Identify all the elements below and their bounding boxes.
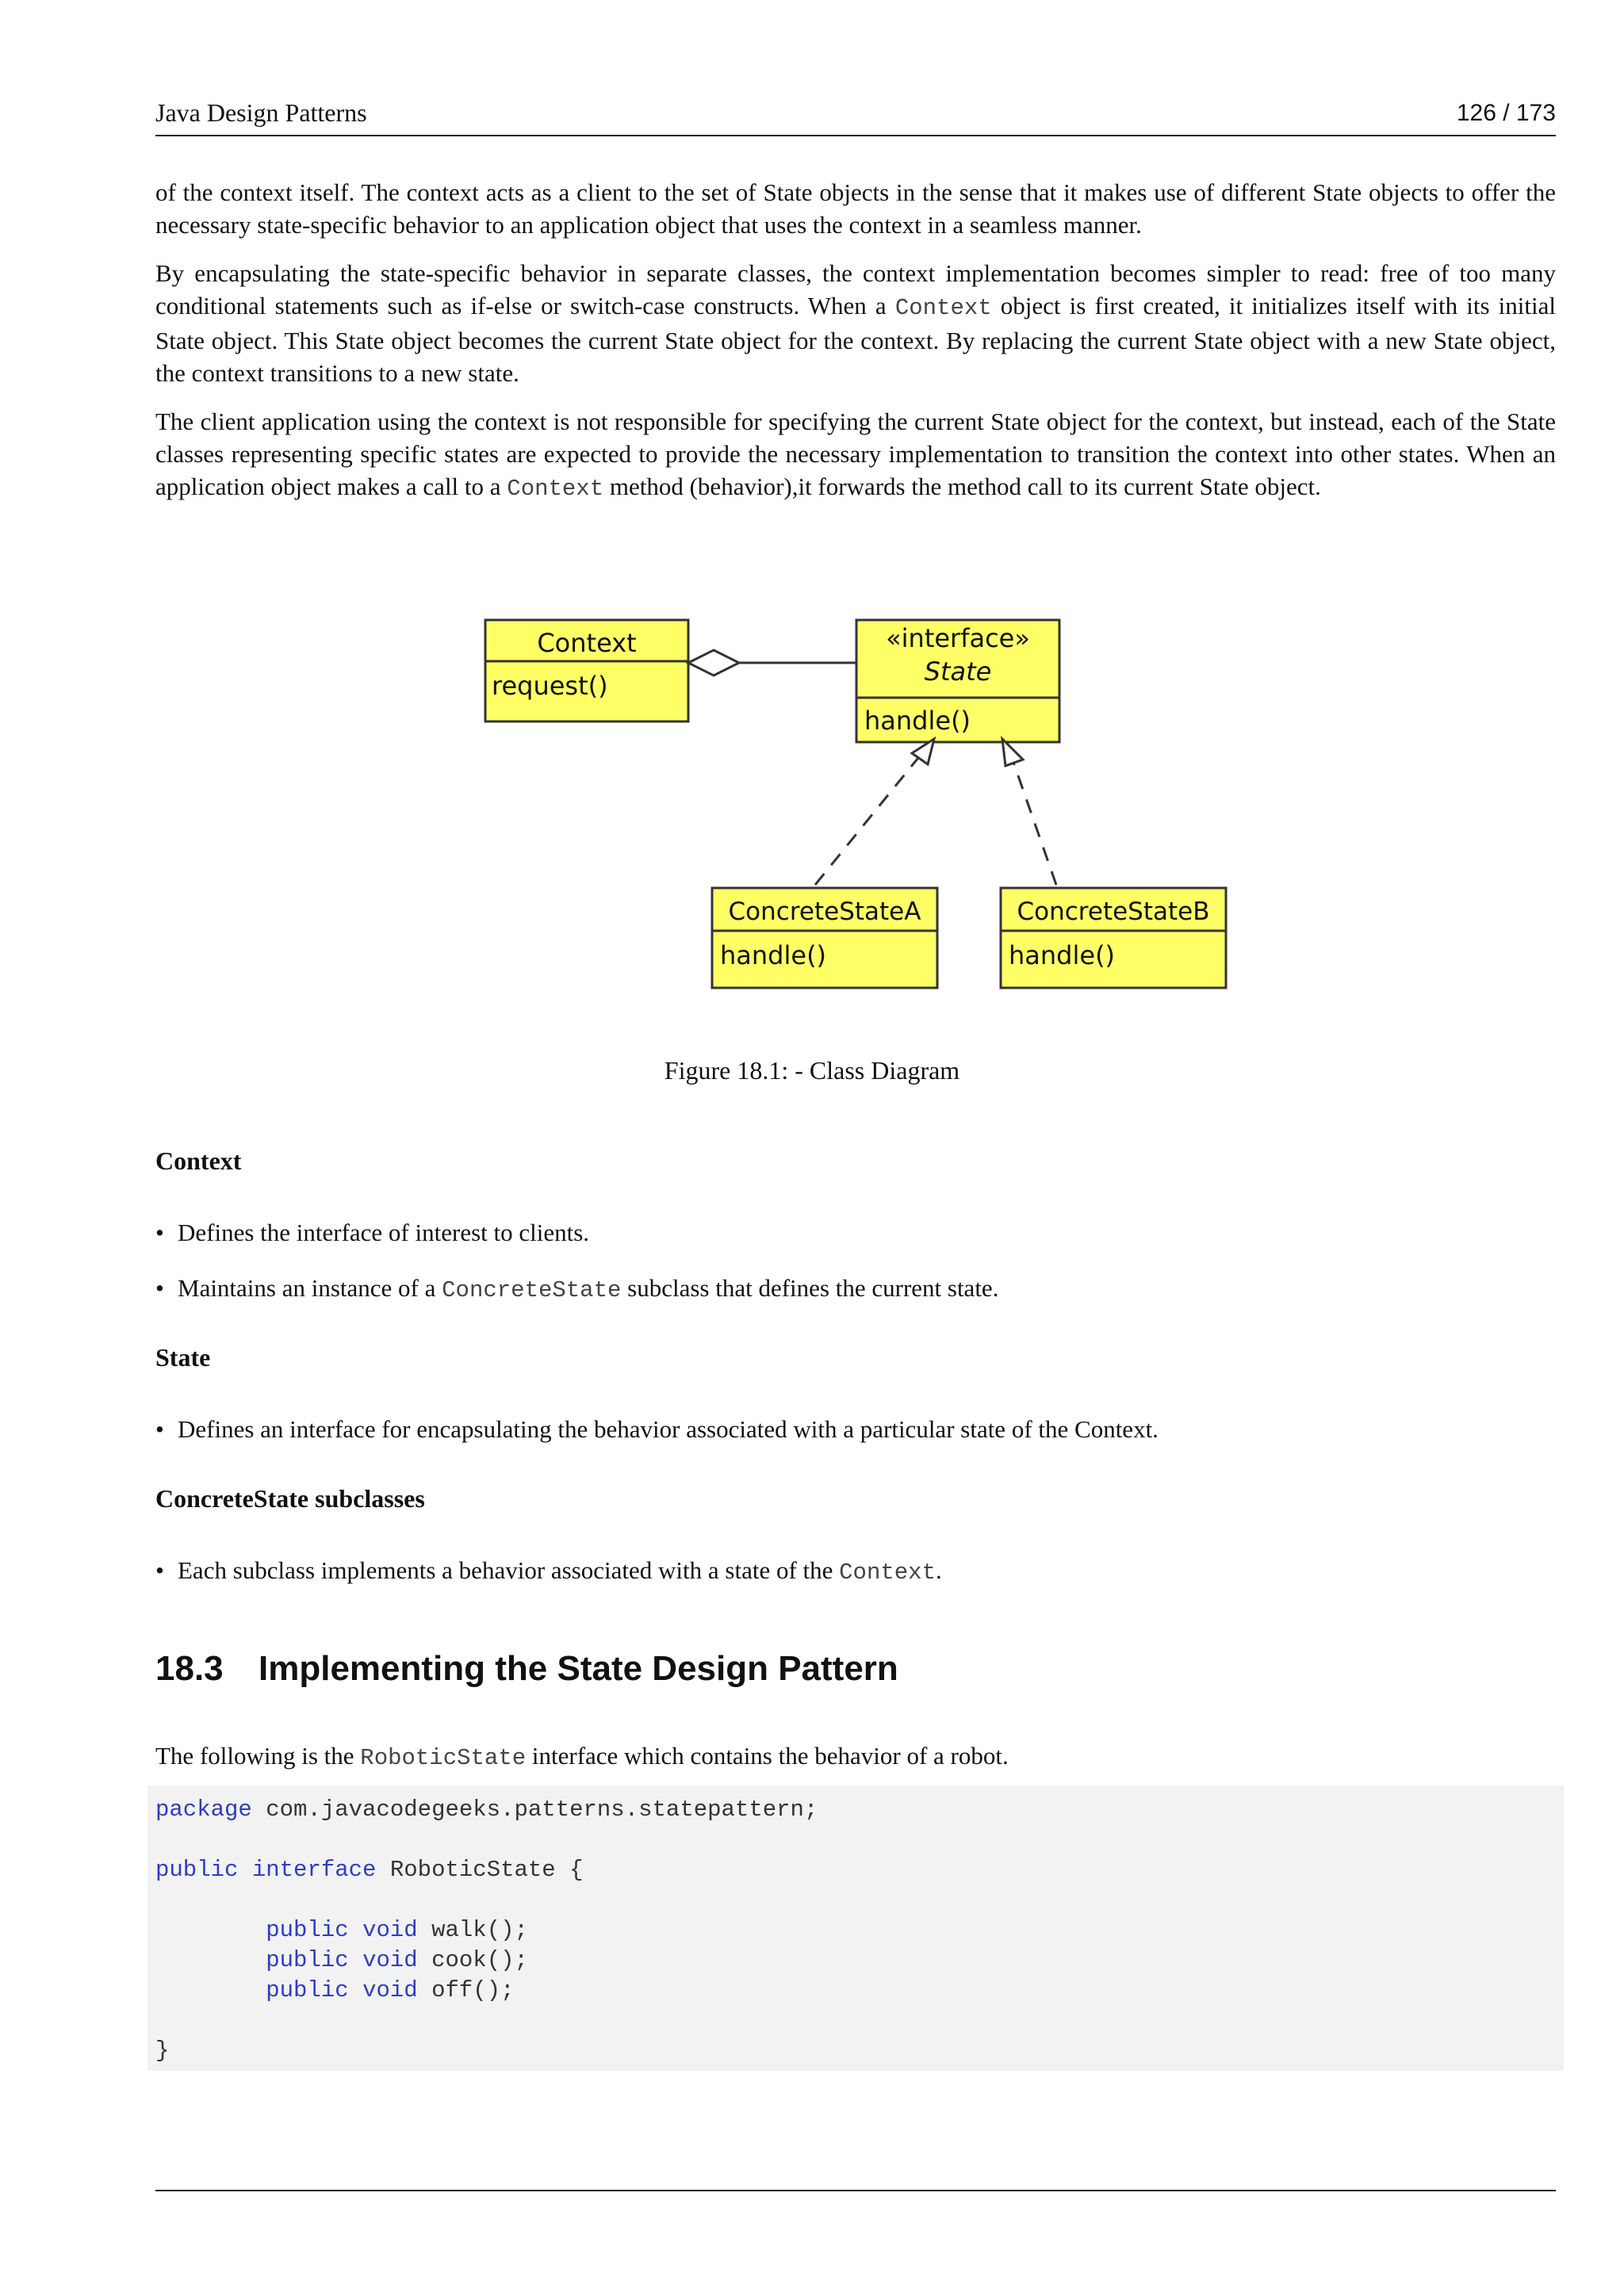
code-block: package com.javacodegeeks.patterns.statepattern; public interface RoboticState { public void walk(); public void cook(); public void off(); } (147, 1785, 1564, 2071)
section-heading (155, 1649, 898, 1689)
context-subheading: Context (155, 1146, 242, 1175)
paragraph-2: By encapsulating the state-specific behavior in separate classes, the context implementation becomes simpler to read: free of too many conditional statements such as if-else or switch-case constructs. When a Context object is first created, it initializes itself with its initial State object. This State object becomes the current State object for the context. By replacing the current State object with a new State object, the context transitions to a new state. (155, 259, 1556, 387)
class-diagram (476, 610, 1237, 999)
inline-code: RoboticState (360, 1745, 527, 1771)
list-item: • Each subclass implements a behavior associated with a state of the Context. (155, 1556, 942, 1586)
inline-code: Context (507, 476, 604, 502)
realization-line-a (815, 750, 925, 885)
concrete-state-a-box (712, 888, 937, 988)
header-page-number: 126 / 173 (1456, 100, 1556, 126)
page-header (155, 98, 1556, 136)
context-class-name: Context (537, 628, 637, 658)
section-number: 18.3 (155, 1649, 224, 1688)
inline-code: Context (894, 295, 992, 321)
inline-code: Context (839, 1559, 936, 1586)
list-item: • Maintains an instance of a ConcreteState subclass that defines the current state. (155, 1274, 999, 1303)
state-stereotype: «interface» (886, 623, 1030, 653)
context-method: request() (492, 671, 608, 701)
intro-paragraph: The following is the RoboticState interface which contains the behavior of a robot. (155, 1742, 1009, 1771)
concrete-state-b-method: handle() (1009, 940, 1116, 970)
state-class-name: State (924, 656, 992, 687)
concrete-subheading: ConcreteState subclasses (155, 1484, 425, 1513)
state-method: handle() (864, 706, 971, 736)
list-item: • Defines an interface for encapsulating the behavior associated with a particular state of the Context. (155, 1415, 1159, 1443)
header-title: Java Design Patterns (155, 98, 367, 127)
figure-caption: Figure 18.1: - Class Diagram (664, 1056, 960, 1085)
aggregation-diamond (688, 650, 739, 675)
realization-line-b (1010, 753, 1056, 885)
paragraph-1: of the context itself. The context acts as a client to the set of State objects in the sense that it makes use of different State objects to offer the necessary state-specific behavior to an application object that uses the context in a seamless manner. (155, 178, 1556, 239)
inline-code: ConcreteState (442, 1277, 622, 1303)
body-text (155, 176, 1556, 505)
concrete-state-b-name: ConcreteStateB (1017, 897, 1210, 926)
state-subheading: State (155, 1343, 211, 1372)
list-item: • Defines the interface of interest to clients. (155, 1219, 590, 1246)
section-title: Implementing the State Design Pattern (259, 1649, 898, 1688)
context-class-box (485, 620, 688, 721)
concrete-state-a-name: ConcreteStateA (728, 897, 921, 926)
state-interface-box (856, 620, 1059, 742)
concrete-state-a-method: handle() (720, 940, 827, 970)
paragraph-3: The client application using the context is not responsible for specifying the current State object for the context, but instead, each of the State classes representing specific states are expected to provide the necessary implementation to transition the context into other states. When an application object makes a call to a Context method (behavior),it forwards the method call to its current State object. (155, 408, 1556, 502)
page-footer-rule (155, 2190, 1556, 2191)
concrete-state-b-box (1001, 888, 1226, 988)
